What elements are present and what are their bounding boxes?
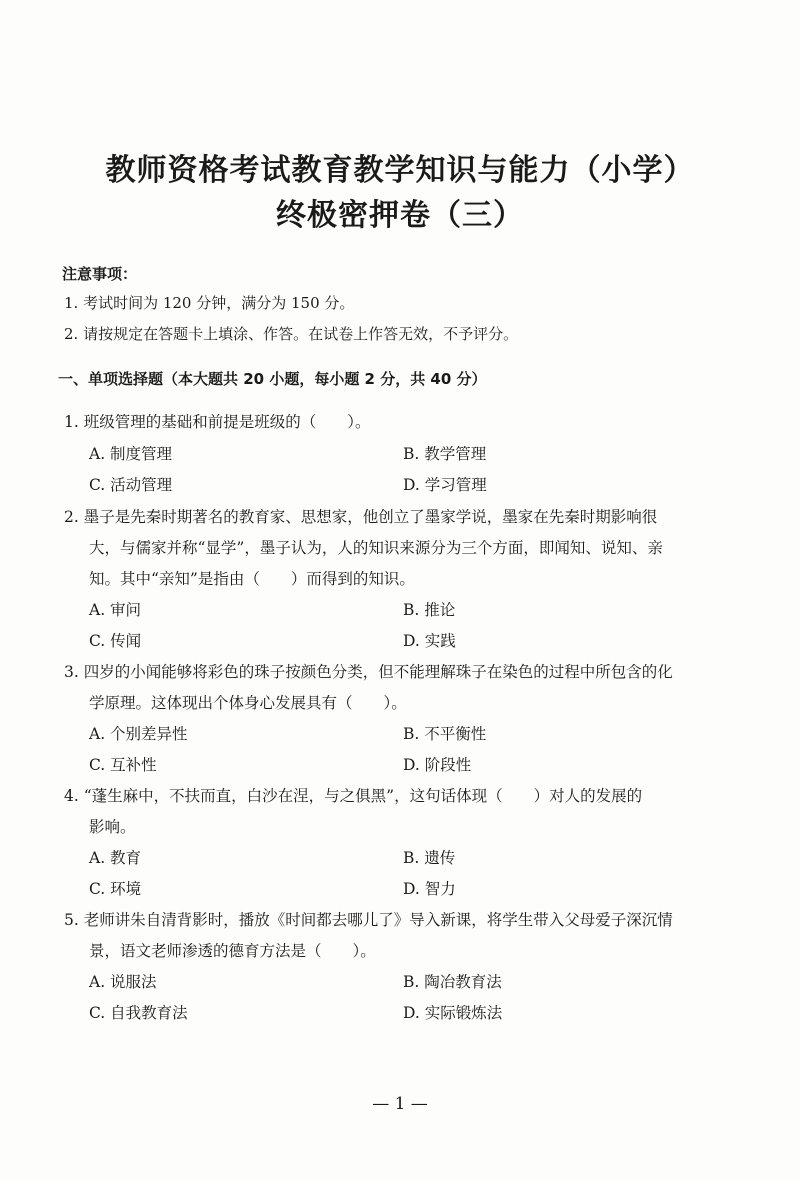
question-5-option-d: D. 实际锻炼法 <box>403 1004 503 1022</box>
question-5-option-c: C. 自我教育法 <box>89 1004 188 1022</box>
question-2-stem: 2. 墨子是先秦时期著名的教育家、思想家，他创立了墨家学说，墨家在先秦时期影响很 <box>64 508 658 526</box>
question-1-option-a: A. 制度管理 <box>89 445 173 463</box>
question-1-stem: 1. 班级管理的基础和前提是班级的（ ）。 <box>64 413 371 431</box>
notice-heading: 注意事项： <box>62 265 138 283</box>
question-4-stem: 4. “蓬生麻中，不扶而直，白沙在涅，与之俱黑”，这句话体现（ ）对人的发展的 <box>64 787 643 805</box>
question-4-option-b: B. 遗传 <box>403 849 456 867</box>
question-2-option-b: B. 推论 <box>403 601 456 619</box>
question-2-stem-cont: 知。其中“亲知”是指由（ ）而得到的知识。 <box>89 570 415 588</box>
question-2-option-d: D. 实践 <box>403 632 456 650</box>
question-3-stem: 3. 四岁的小闻能够将彩色的珠子按颜色分类，但不能理解珠子在染色的过程中所包含的化 <box>64 663 673 681</box>
notice-item: 1. 考试时间为 120 分钟，满分为 150 分。 <box>64 294 355 312</box>
question-1-option-d: D. 学习管理 <box>403 476 487 494</box>
exam-subtitle: 终极密押卷（三） <box>276 198 524 233</box>
exam-title: 教师资格考试教育教学知识与能力（小学） <box>105 153 695 188</box>
question-5-stem-cont: 景，语文老师渗透的德育方法是（ ）。 <box>89 942 376 960</box>
question-4-stem-cont: 影响。 <box>89 818 136 836</box>
notice-item: 2. 请按规定在答题卡上填涂、作答。在试卷上作答无效，不予评分。 <box>64 325 519 343</box>
question-5-stem: 5. 老师讲朱自清背影时，播放《时间都去哪儿了》导入新课，将学生带入父母爱子深沉情 <box>64 911 673 929</box>
question-4-option-c: C. 环境 <box>89 880 142 898</box>
question-1-option-c: C. 活动管理 <box>89 476 173 494</box>
question-5-option-b: B. 陶冶教育法 <box>403 973 502 991</box>
question-4-option-d: D. 智力 <box>403 880 456 898</box>
question-3-option-a: A. 个别差异性 <box>89 725 188 743</box>
question-2-stem-cont: 大，与儒家并称“显学”，墨子认为，人的知识来源分为三个方面，即闻知、说知、亲 <box>89 539 663 557</box>
page-number: — 1 — <box>372 1094 428 1114</box>
question-1-option-b: B. 教学管理 <box>403 445 487 463</box>
question-2-option-a: A. 审问 <box>89 601 142 619</box>
question-2-option-c: C. 传闻 <box>89 632 142 650</box>
question-3-option-c: C. 互补性 <box>89 756 157 774</box>
question-3-stem-cont: 学原理。这体现出个体身心发展具有（ ）。 <box>89 694 407 712</box>
question-3-option-b: B. 不平衡性 <box>403 725 487 743</box>
question-5-option-a: A. 说服法 <box>89 973 157 991</box>
section-heading: 一、单项选择题（本大题共 20 小题，每小题 2 分，共 40 分） <box>58 370 487 388</box>
question-3-option-d: D. 阶段性 <box>403 756 472 774</box>
question-4-option-a: A. 教育 <box>89 849 142 867</box>
